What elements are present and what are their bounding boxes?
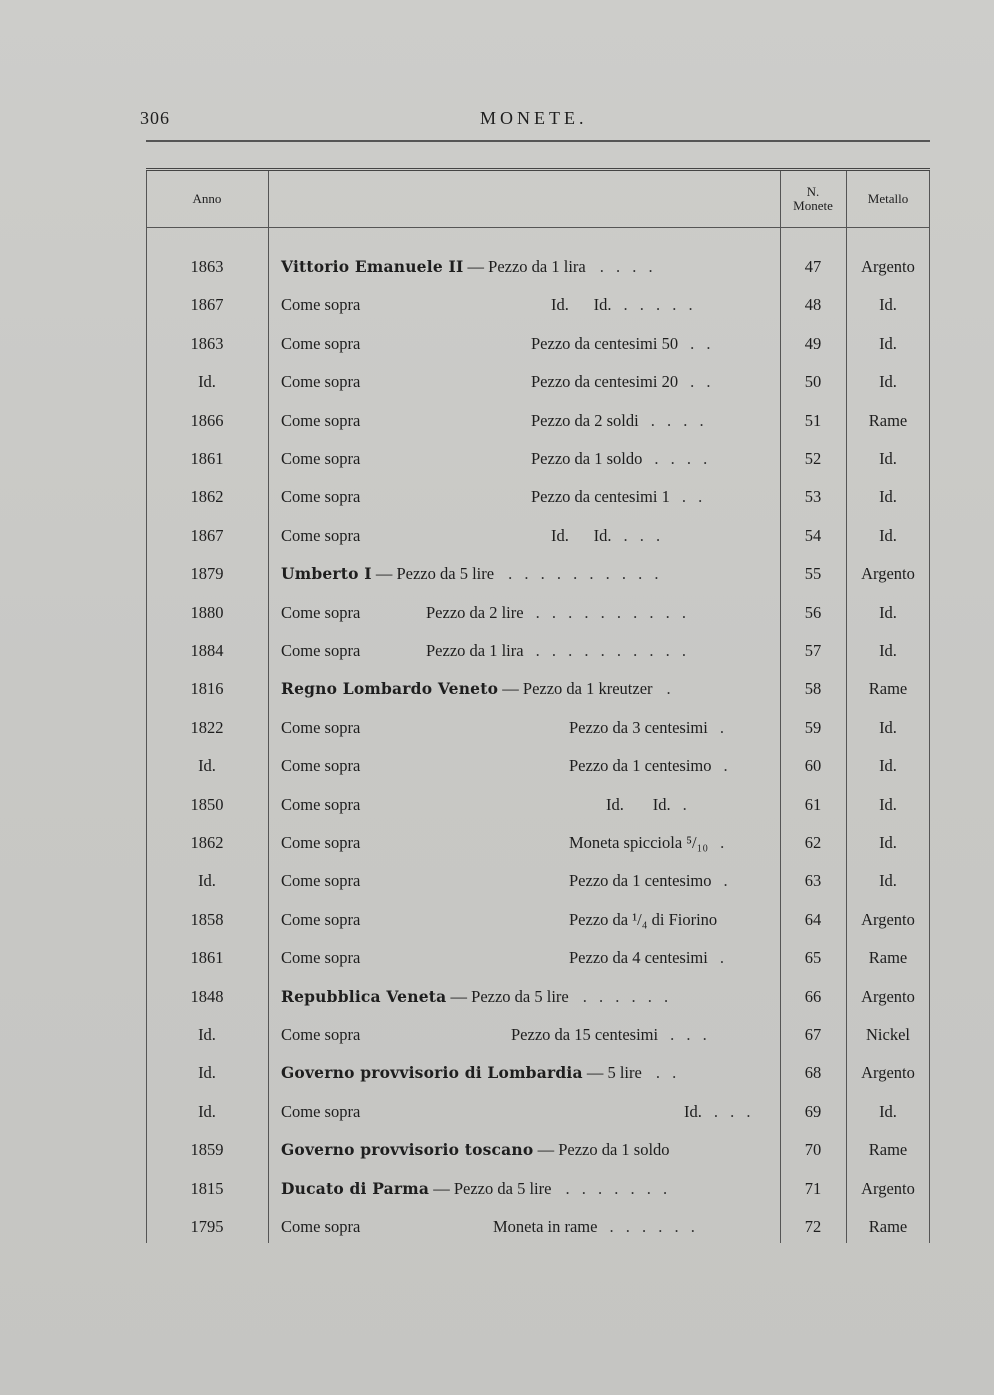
row-metal: Argento [861,909,915,929]
row-coin-text: Pezzo da 1 soldo [558,1140,670,1160]
row-coin-denomination [569,833,728,853]
row-description [281,334,360,354]
table-row [146,593,930,631]
row-number: 47 [804,257,822,276]
row-coin-text: Pezzo da 5 lire [396,564,495,584]
row-year: 1867 [190,295,224,315]
row-leader-dots: . [723,871,732,891]
row-denomination-text: Id. [684,1101,702,1121]
header-metallo: Metallo [867,191,909,206]
row-year: 1861 [190,449,224,468]
row-leader-dots: . . [690,372,715,392]
row-metal: Id. [879,717,897,737]
row-denomination-text: Pezzo da centesimi 20 [531,372,679,392]
row-year: 1861 [190,948,224,968]
row-coin-text: 5 lire [607,1063,642,1083]
row-year: Id. [198,871,216,891]
row-year: 1863 [190,333,224,353]
row-denomination-text: Pezzo da ¹/₄ di Fiorino [569,909,718,929]
table-row [146,1207,930,1245]
row-number: 53 [804,487,822,507]
row-description [281,603,360,623]
row-separator: — [582,1063,608,1083]
row-metal: Id. [879,333,897,353]
row-leader-dots: . . . . [654,449,712,468]
row-coin-text: Come sopra [281,333,361,353]
row-leader-dots: . . . . . . . [565,1178,672,1198]
row-year: Id. [198,756,216,776]
row-year: 1850 [190,794,224,814]
row-coin-denomination [531,411,708,431]
row-ruler-name: Umberto I [281,564,372,584]
row-leader-dots: . . . . . . [582,986,673,1006]
row-description [281,449,360,469]
row-year: Id. [198,1025,216,1044]
row-number: 66 [804,986,822,1006]
row-denomination-text: Id. Id. [606,794,671,814]
row-leader-dots: . . . . . . [609,1217,699,1236]
table-row [146,1053,930,1091]
row-coin-denomination [511,1025,711,1045]
table-row [146,977,930,1015]
row-year: 1862 [190,487,224,507]
row-metal: Id. [879,871,897,891]
row-description [281,1025,360,1045]
row-description [281,641,360,661]
row-leader-dots: . . . [623,525,665,545]
row-metal: Id. [879,641,897,660]
row-description [281,1063,680,1083]
table-row [146,785,930,823]
row-denomination-text: Pezzo da 1 soldo [531,449,643,468]
row-ruler-name: Repubblica Veneta [281,986,447,1006]
row-ruler-name: Regno Lombardo Veneto [281,679,499,699]
table-row [146,669,930,707]
row-number: 52 [804,449,822,468]
row-coin-denomination [531,372,714,392]
row-coin-denomination [569,948,728,968]
coin-table [146,168,930,1243]
row-coin-text: Come sopra [281,1217,361,1236]
row-year: 1862 [190,833,224,852]
row-coin-denomination [426,641,690,661]
row-number: 72 [804,1217,822,1236]
row-year: 1867 [190,525,224,545]
row-leader-dots: . . [655,1063,681,1083]
row-year: 1822 [190,717,224,737]
row-metal: Rame [868,410,908,430]
row-ruler-name: Governo provvisorio toscano [281,1140,534,1160]
header-n-monete [780,171,846,227]
row-denomination-text: Pezzo da 1 centesimo [569,756,712,776]
row-leader-dots: . [719,717,728,737]
row-coin-text: Come sopra [281,295,361,315]
row-description [281,411,360,431]
row-coin-text: Pezzo da 5 lire [471,986,569,1006]
table-row [146,516,930,554]
row-coin-text: Come sopra [281,1025,361,1044]
row-year: 1866 [190,410,224,430]
row-number: 65 [804,948,822,968]
row-number: 51 [804,410,822,430]
row-leader-dots: . [720,833,729,852]
row-number: 57 [804,641,822,660]
row-coin-denomination [569,718,728,738]
row-leader-dots: . . . [713,1101,755,1121]
row-denomination-text: Pezzo da 1 lira [426,641,524,660]
row-description [281,487,360,507]
row-coin-text: Pezzo da 1 lira [488,257,586,276]
row-year: 1863 [190,257,224,276]
row-coin-denomination [569,910,717,930]
row-ruler-name: Vittorio Emanuele II [281,257,464,276]
row-denomination-text: Id. Id. [551,295,612,315]
table-row [146,631,930,669]
row-coin-text: Come sopra [281,602,361,622]
table-row [146,746,930,784]
row-year: 1795 [190,1217,224,1236]
row-metal: Argento [861,564,915,584]
row-description [281,871,360,891]
row-coin-text: Come sopra [281,449,361,468]
row-metal: Id. [879,449,897,468]
row-description [281,833,360,853]
row-year: 1884 [190,641,224,660]
row-description [281,564,662,584]
row-year: Id. [198,1063,216,1083]
table-row [146,823,930,861]
table-row [146,938,930,976]
header-divider [146,227,930,228]
row-coin-text: Come sopra [281,833,361,852]
row-denomination-text: Pezzo da 2 soldi [531,410,639,430]
row-number: 67 [804,1025,822,1044]
row-year: 1848 [190,986,224,1006]
row-number: 55 [804,564,822,584]
header-anno: Anno [192,191,222,206]
table-row [146,477,930,515]
row-leader-dots: . [719,948,728,968]
row-coin-text: Come sopra [281,871,361,891]
table-row [146,324,930,362]
row-coin-text: Come sopra [281,487,361,507]
row-year: 1879 [190,564,224,584]
row-coin-denomination [551,295,697,315]
row-metal: Argento [861,257,915,276]
row-metal: Id. [879,756,897,776]
row-denomination-text: Id. Id. [551,525,612,545]
row-leader-dots: . . . . . . . . . . [508,564,663,584]
row-description [281,257,657,277]
table-row [146,285,930,323]
table-row [146,401,930,439]
table-row [146,861,930,899]
row-coin-text: Come sopra [281,525,361,545]
row-denomination-text: Moneta in rame [493,1217,598,1236]
row-metal: Id. [879,487,897,507]
row-coin-denomination [606,795,691,815]
row-number: 54 [804,525,822,545]
row-description [281,1179,671,1199]
row-year: 1859 [190,1140,224,1160]
row-coin-text: Pezzo da 5 lire [453,1178,552,1198]
table-row [146,439,930,477]
row-separator: — [371,564,397,584]
row-coin-text: Come sopra [281,756,361,776]
row-description [281,795,360,815]
row-leader-dots: . . . . . . . . . . [535,641,690,660]
row-coin-denomination [531,487,706,507]
row-metal: Rame [868,1140,908,1160]
table-row [146,1092,930,1130]
row-coin-denomination [684,1102,755,1122]
row-description [281,756,360,776]
row-number: 63 [804,871,822,891]
row-year: Id. [198,1101,216,1121]
row-metal: Argento [861,986,915,1006]
row-description [281,987,672,1007]
row-leader-dots: . . . [670,1025,711,1044]
row-description [281,1140,670,1160]
row-leader-dots: . . . . . . . . . . [535,602,690,622]
row-metal: Rame [868,948,908,968]
row-metal: Id. [879,833,897,852]
row-number: 70 [804,1140,822,1160]
row-separator: — [429,1178,454,1198]
row-number: 58 [804,679,822,699]
row-coin-text: Come sopra [281,410,361,430]
row-number: 68 [804,1063,822,1083]
row-metal: Nickel [866,1025,910,1044]
header-n-monete-line2: Monete [793,198,833,213]
row-description [281,910,360,930]
row-leader-dots: . . [681,487,707,507]
table-row [146,247,930,285]
row-separator: — [446,986,472,1006]
row-denomination-text: Pezzo da 1 centesimo [569,871,712,891]
row-coin-text: Come sopra [281,717,361,737]
table-row [146,362,930,400]
running-head: MONETE. [480,108,588,128]
row-description [281,718,360,738]
row-coin-text: Come sopra [281,948,361,968]
row-metal: Id. [879,525,897,545]
row-coin-denomination [426,603,690,623]
row-coin-text: Pezzo da 1 kreutzer [522,679,653,699]
row-leader-dots: . . . . . [623,295,697,315]
row-coin-denomination [531,334,714,354]
row-denomination-text: Pezzo da 15 centesimi [511,1025,659,1044]
row-metal: Id. [879,295,897,315]
row-number: 71 [804,1178,822,1198]
row-number: 69 [804,1101,822,1121]
row-description [281,526,360,546]
table-row [146,900,930,938]
table-row [146,1169,930,1207]
row-separator: — [498,679,523,699]
row-ruler-name: Ducato di Parma [281,1178,430,1198]
row-denomination-text: Pezzo da 4 centesimi [569,948,708,968]
row-ruler-name: Governo provvisorio di Lombardia [281,1063,583,1083]
row-leader-dots: . [723,756,732,776]
table-row [146,1130,930,1168]
row-description [281,372,360,392]
row-coin-denomination [569,756,732,776]
row-year: 1880 [190,602,224,622]
row-coin-text: Come sopra [281,372,361,392]
row-metal: Rame [868,1217,908,1236]
row-description [281,1102,360,1122]
row-year: Id. [198,372,216,392]
row-metal: Argento [861,1178,915,1198]
header-rule [146,140,930,142]
row-metal: Rame [868,679,908,699]
row-coin-denomination [569,871,732,891]
row-separator: — [533,1140,559,1160]
row-number: 61 [804,794,822,814]
table-row [146,1015,930,1053]
row-coin-text: Come sopra [281,641,361,660]
row-year: 1816 [190,679,224,699]
row-year: 1815 [190,1178,224,1198]
row-number: 49 [804,333,822,353]
row-leader-dots: . [682,794,691,814]
row-number: 50 [804,372,822,392]
row-description [281,295,360,315]
row-metal: Id. [879,602,897,622]
row-denomination-text: Pezzo da 3 centesimi [569,717,708,737]
row-metal: Id. [879,794,897,814]
row-coin-text: Come sopra [281,794,361,814]
row-number: 48 [804,295,822,315]
row-separator: — [463,257,489,276]
row-year: 1858 [190,909,224,929]
row-number: 59 [804,717,822,737]
header-n-monete-line1: N. [806,184,820,199]
row-coin-denomination [531,449,711,469]
row-number: 56 [804,602,822,622]
row-metal: Id. [879,372,897,392]
row-number: 64 [804,909,822,929]
table-row [146,554,930,592]
row-denomination-text: Moneta spicciola ⁵/₁₀ [569,833,709,852]
row-coin-denomination [493,1217,699,1237]
row-description [281,1217,360,1237]
row-coin-text: Come sopra [281,909,361,929]
row-description [281,679,675,699]
row-number: 62 [804,833,822,852]
row-denomination-text: Pezzo da centesimi 50 [531,333,679,353]
row-coin-denomination [551,526,664,546]
row-number: 60 [804,756,822,776]
row-leader-dots: . . . . [599,257,657,276]
row-description [281,948,360,968]
row-leader-dots: . [666,679,675,699]
row-denomination-text: Pezzo da centesimi 1 [531,487,670,507]
row-leader-dots: . . [690,333,715,353]
row-denomination-text: Pezzo da 2 lire [426,602,524,622]
row-coin-text: Come sopra [281,1101,361,1121]
row-metal: Id. [879,1101,897,1121]
table-row [146,708,930,746]
row-leader-dots: . . . . [650,410,708,430]
row-metal: Argento [861,1063,915,1083]
page-number: 306 [140,108,170,128]
